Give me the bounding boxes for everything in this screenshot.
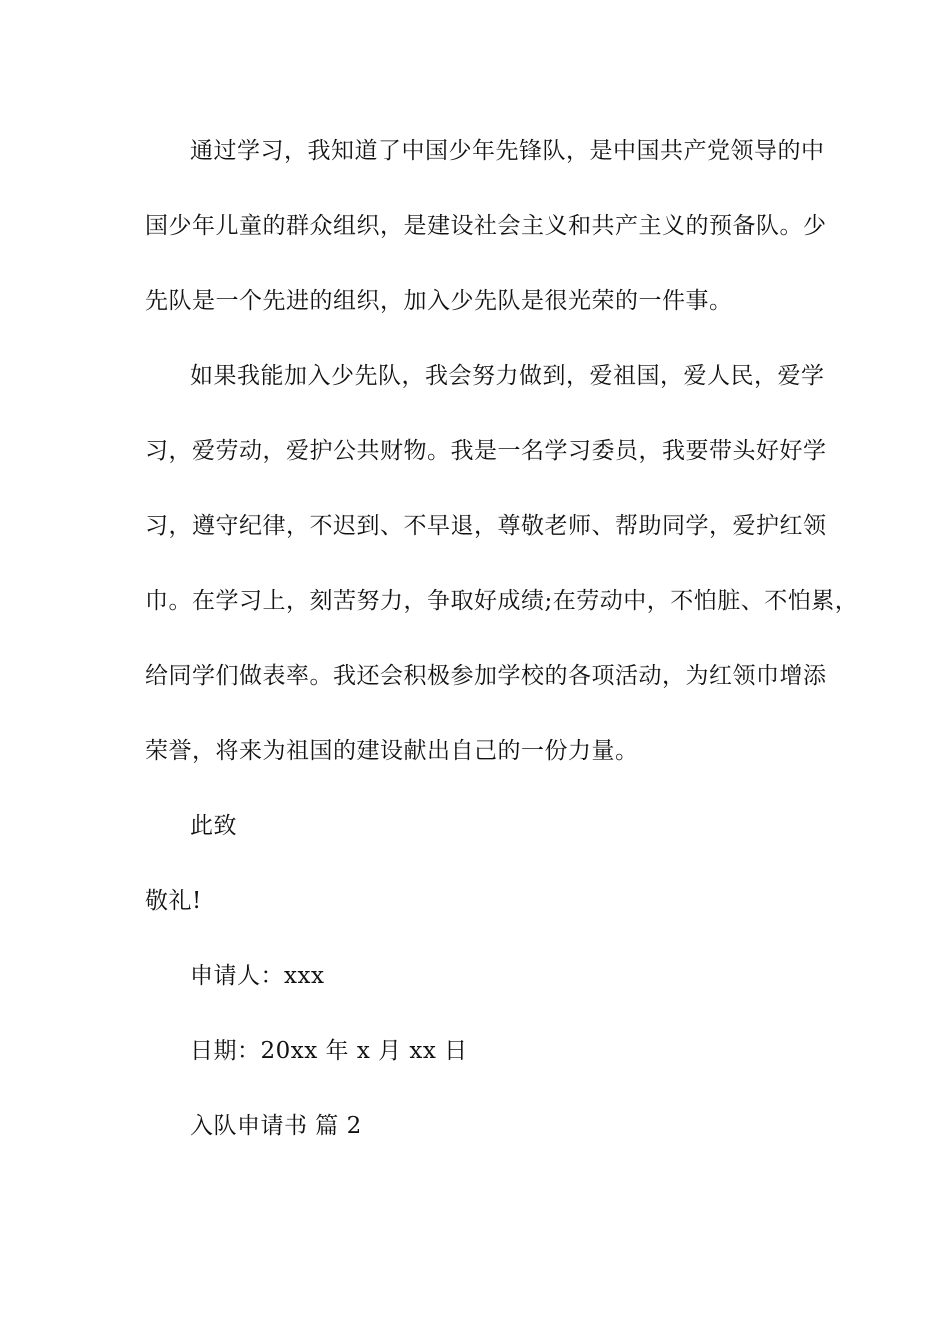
paragraph-1-line-1: 通过学习，我知道了中国少年先锋队，是中国共产党领导的中: [190, 138, 825, 164]
closing-respect: 敬礼!: [145, 888, 202, 914]
applicant-line: 申请人：xxx: [190, 963, 325, 989]
paragraph-1-line-3: 先队是一个先进的组织，加入少先队是很光荣的一件事。: [145, 288, 733, 314]
section-title: 入队申请书 篇 2: [190, 1113, 362, 1139]
paragraph-2-line-6: 荣誉，将来为祖国的建设献出自己的一份力量。: [145, 738, 639, 764]
paragraph-2-line-2: 习，爱劳动，爱护公共财物。我是一名学习委员，我要带头好好学: [145, 438, 827, 464]
paragraph-2-line-4: 巾。在学习上，刻苦努力，争取好成绩;在劳动中，不怕脏、不怕累，: [145, 588, 859, 614]
paragraph-2-line-5: 给同学们做表率。我还会积极参加学校的各项活动，为红领巾增添: [145, 663, 827, 689]
paragraph-2-line-3: 习，遵守纪律，不迟到、不早退，尊敬老师、帮助同学，爱护红领: [145, 513, 827, 539]
paragraph-2-line-1: 如果我能加入少先队，我会努力做到，爱祖国，爱人民，爱学: [190, 363, 825, 389]
date-line: 日期：20xx 年 x 月 xx 日: [190, 1038, 468, 1064]
paragraph-1-line-2: 国少年儿童的群众组织，是建设社会主义和共产主义的预备队。少: [145, 213, 827, 239]
closing-salutation: 此致: [190, 813, 237, 839]
